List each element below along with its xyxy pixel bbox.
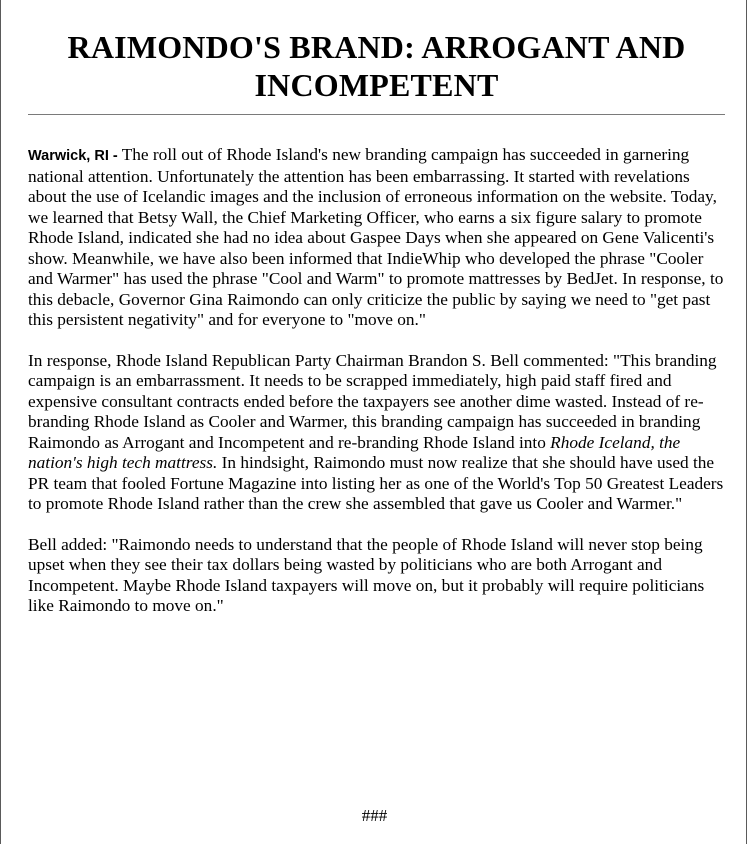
paragraph-1 xyxy=(28,145,725,331)
headline-divider xyxy=(28,114,725,115)
end-of-release-mark: ### xyxy=(361,806,388,825)
article-content xyxy=(28,28,725,637)
headline-line-2: INCOMPETENT xyxy=(254,67,499,103)
paragraph-3 xyxy=(28,535,725,617)
paragraph-3-text: Bell added: "Raimondo needs to understand that the people of Rhode Island will never stop being upset when they see their tax dollars being wasted by politicians who are both Arrogant and Incompetent. Maybe Rhode Island taxpayers will move on, but it probably will require politicians like Raimondo to move on." xyxy=(28,534,705,615)
article-body xyxy=(28,145,725,617)
paragraph-2-italic-text: Rhode Iceland, the nation's high tech mattress. xyxy=(28,432,681,472)
headline-line-1: RAIMONDO'S BRAND: ARROGANT AND xyxy=(67,29,686,65)
paragraph-1-text: The roll out of Rhode Island's new branding campaign has succeeded in garnering national attention. Unfortunately the attention has been embarrassing. It started with revelations about the use of Icelandic images and the inclusion of erroneous information on the website. Today, we learned that Betsy Wall, the Chief Marketing Officer, who earns a six figure salary to promote Rhode Island, indicated she had no idea about Gaspee Days when she appeared on Gene Valicenti's show. Meanwhile, we have also been informed that IndieWhip who developed the phrase "Cooler and Warmer" has used the phrase "Cool and Warm" to promote mattresses by BedJet. In response, to this debacle, Governor Gina Raimondo can only criticize the public by saying we need to "get past this persistent negativity" and for everyone to "move on." xyxy=(28,145,724,329)
paragraph-2-text-after: In hindsight, Raimondo must now realize that she should have used the PR team that fooled Fortune Magazine into listing her as one of the World's Top 50 Greatest Leaders to promote Rhode Island rather than the crew she assembled that gave us Cooler and Warmer." xyxy=(28,453,724,513)
paragraph-2 xyxy=(28,351,725,515)
paragraph-2-text-before: In response, Rhode Island Republican Party Chairman Brandon S. Bell commented: "This branding campaign is an embarrassment. It needs to be scrapped immediately, high paid staff fired and expensive consultant contracts ended before the taxpayers see another dime wasted. Instead of re-branding Rhode Island as Cooler and Warmer, this branding campaign has succeeded in branding Raimondo as Arrogant and Incompetent and re-branding Rhode Island into xyxy=(28,350,717,452)
dateline: Warwick, RI - xyxy=(28,148,118,164)
headline xyxy=(28,28,725,104)
